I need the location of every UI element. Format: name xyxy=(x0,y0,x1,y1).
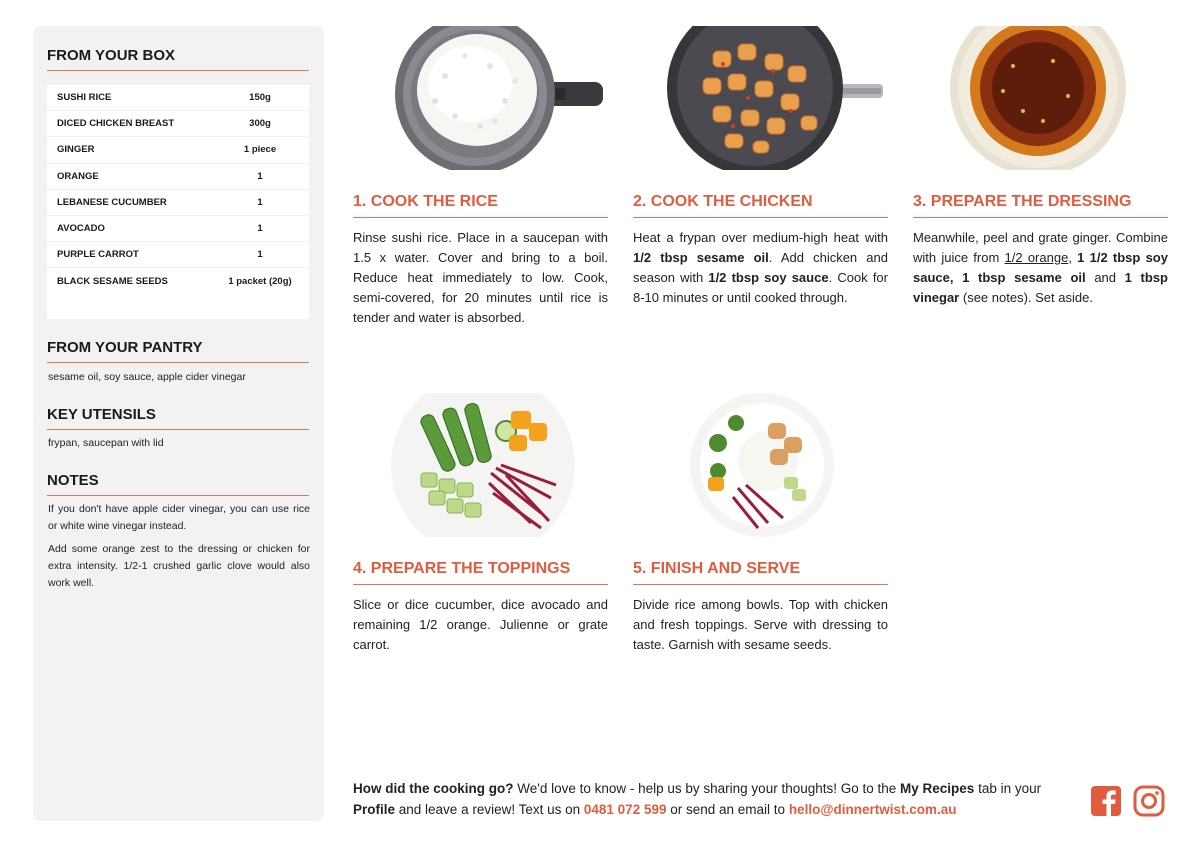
table-row xyxy=(47,137,309,163)
ingredient-qty: 1 piece xyxy=(243,144,277,156)
table-row xyxy=(47,216,309,242)
sidebar xyxy=(33,26,324,821)
facebook-icon[interactable] xyxy=(1090,785,1122,817)
profile-link[interactable]: Profile xyxy=(353,802,396,817)
ingredient-qty: 1 xyxy=(257,170,263,182)
notes-heading: NOTES xyxy=(47,472,309,496)
footer-question: How did the cooking go? xyxy=(353,781,514,796)
table-row xyxy=(47,268,309,294)
key-utensils-heading: KEY UTENSILS xyxy=(47,406,309,430)
pantry-text: sesame oil, soy sauce, apple cider vinegar xyxy=(48,371,246,383)
table-row xyxy=(47,111,309,137)
from-your-pantry-heading: FROM YOUR PANTRY xyxy=(47,339,309,363)
step-5-body: Divide rice among bowls. Top with chicken and fresh toppings. Serve with dressing to taste. Garnish with sesame seeds. xyxy=(633,597,888,652)
step-3-body: Meanwhile, peel and grate ginger. Combine with juice from 1/2 orange, 1 1/2 tbsp soy sauce, 1 tbsp sesame oil and 1 tbsp vinegar (see notes). Set aside. xyxy=(913,230,1168,305)
dressing-bowl-image xyxy=(943,26,1133,170)
step-3 xyxy=(913,26,1168,336)
from-your-box-heading: FROM YOUR BOX xyxy=(47,47,309,71)
note-paragraph: If you don't have apple cider vinegar, you can use rice or white wine vinegar instead. xyxy=(48,503,310,532)
instagram-icon[interactable] xyxy=(1133,785,1165,817)
ingredient-name: GINGER xyxy=(57,144,95,156)
step-4-body: Slice or dice cucumber, dice avocado and remaining 1/2 orange. Julienne or grate carrot. xyxy=(353,597,608,652)
table-row xyxy=(47,164,309,190)
step-1-title: 1. COOK THE RICE xyxy=(353,193,608,218)
step-2-body: Heat a frypan over medium-high heat with 1/2 tbsp sesame oil. Add chicken and season with 1/2 tbsp soy sauce. Cook for 8-10 minutes or until cooked through. xyxy=(633,230,888,305)
my-recipes-link[interactable]: My Recipes xyxy=(900,781,975,796)
note-paragraph: Add some orange zest to the dressing or chicken for extra intensity. 1/2-1 crushed garlic clove would also work well. xyxy=(48,543,310,589)
step-5-title: 5. FINISH AND SERVE xyxy=(633,560,888,585)
ingredient-name: DICED CHICKEN BREAST xyxy=(57,118,175,130)
notes-body xyxy=(48,501,310,598)
step-2 xyxy=(633,26,888,336)
step-2-title: 2. COOK THE CHICKEN xyxy=(633,193,888,218)
phone-link[interactable]: 0481 072 599 xyxy=(583,802,667,817)
ingredient-name: SUSHI RICE xyxy=(57,92,112,104)
step-5 xyxy=(633,393,888,663)
ingredient-qty: 1 xyxy=(257,196,263,208)
step-4-title: 4. PREPARE THE TOPPINGS xyxy=(353,560,608,585)
email-link[interactable]: hello@dinnertwist.com.au xyxy=(788,802,957,817)
toppings-plate-image xyxy=(391,393,575,537)
step-3-title: 3. PREPARE THE DRESSING xyxy=(913,193,1168,218)
ingredient-qty: 1 xyxy=(257,223,263,235)
box-ingredients-table xyxy=(47,85,309,319)
ingredient-qty: 1 xyxy=(257,249,263,261)
ingredient-name: BLACK SESAME SEEDS xyxy=(57,275,168,287)
utensils-text: frypan, saucepan with lid xyxy=(48,437,164,449)
ingredient-name: ORANGE xyxy=(57,170,99,182)
ingredient-name: PURPLE CARROT xyxy=(57,249,139,261)
table-row xyxy=(47,190,309,216)
step-1-body: Rinse sushi rice. Place in a saucepan with 1.5 x water. Cover and bring to a boil. Reduce heat immediately to low. Cook, semi-covered, for 20 minutes until rice is tender and water is absorbed. xyxy=(353,230,608,325)
ingredient-qty: 300g xyxy=(249,118,271,130)
ingredient-name: LEBANESE CUCUMBER xyxy=(57,196,167,208)
table-row xyxy=(47,242,309,268)
cooked-rice-pan-image xyxy=(395,26,605,170)
poke-bowl-image xyxy=(688,393,836,537)
review-footer: How did the cooking go? We'd love to know - help us by sharing your thoughts! Go to the My Recipes tab in your Profile and leave a review! Text us on 0481 072 599 or send an email to hello@dinnertwist.com.au xyxy=(353,781,1042,817)
step-1 xyxy=(353,26,608,336)
step-4 xyxy=(353,393,608,663)
chicken-frypan-image xyxy=(663,26,885,170)
ingredient-qty: 150g xyxy=(249,92,271,104)
table-row xyxy=(47,85,309,111)
ingredient-name: AVOCADO xyxy=(57,223,105,235)
ingredient-qty: 1 packet (20g) xyxy=(228,275,292,287)
